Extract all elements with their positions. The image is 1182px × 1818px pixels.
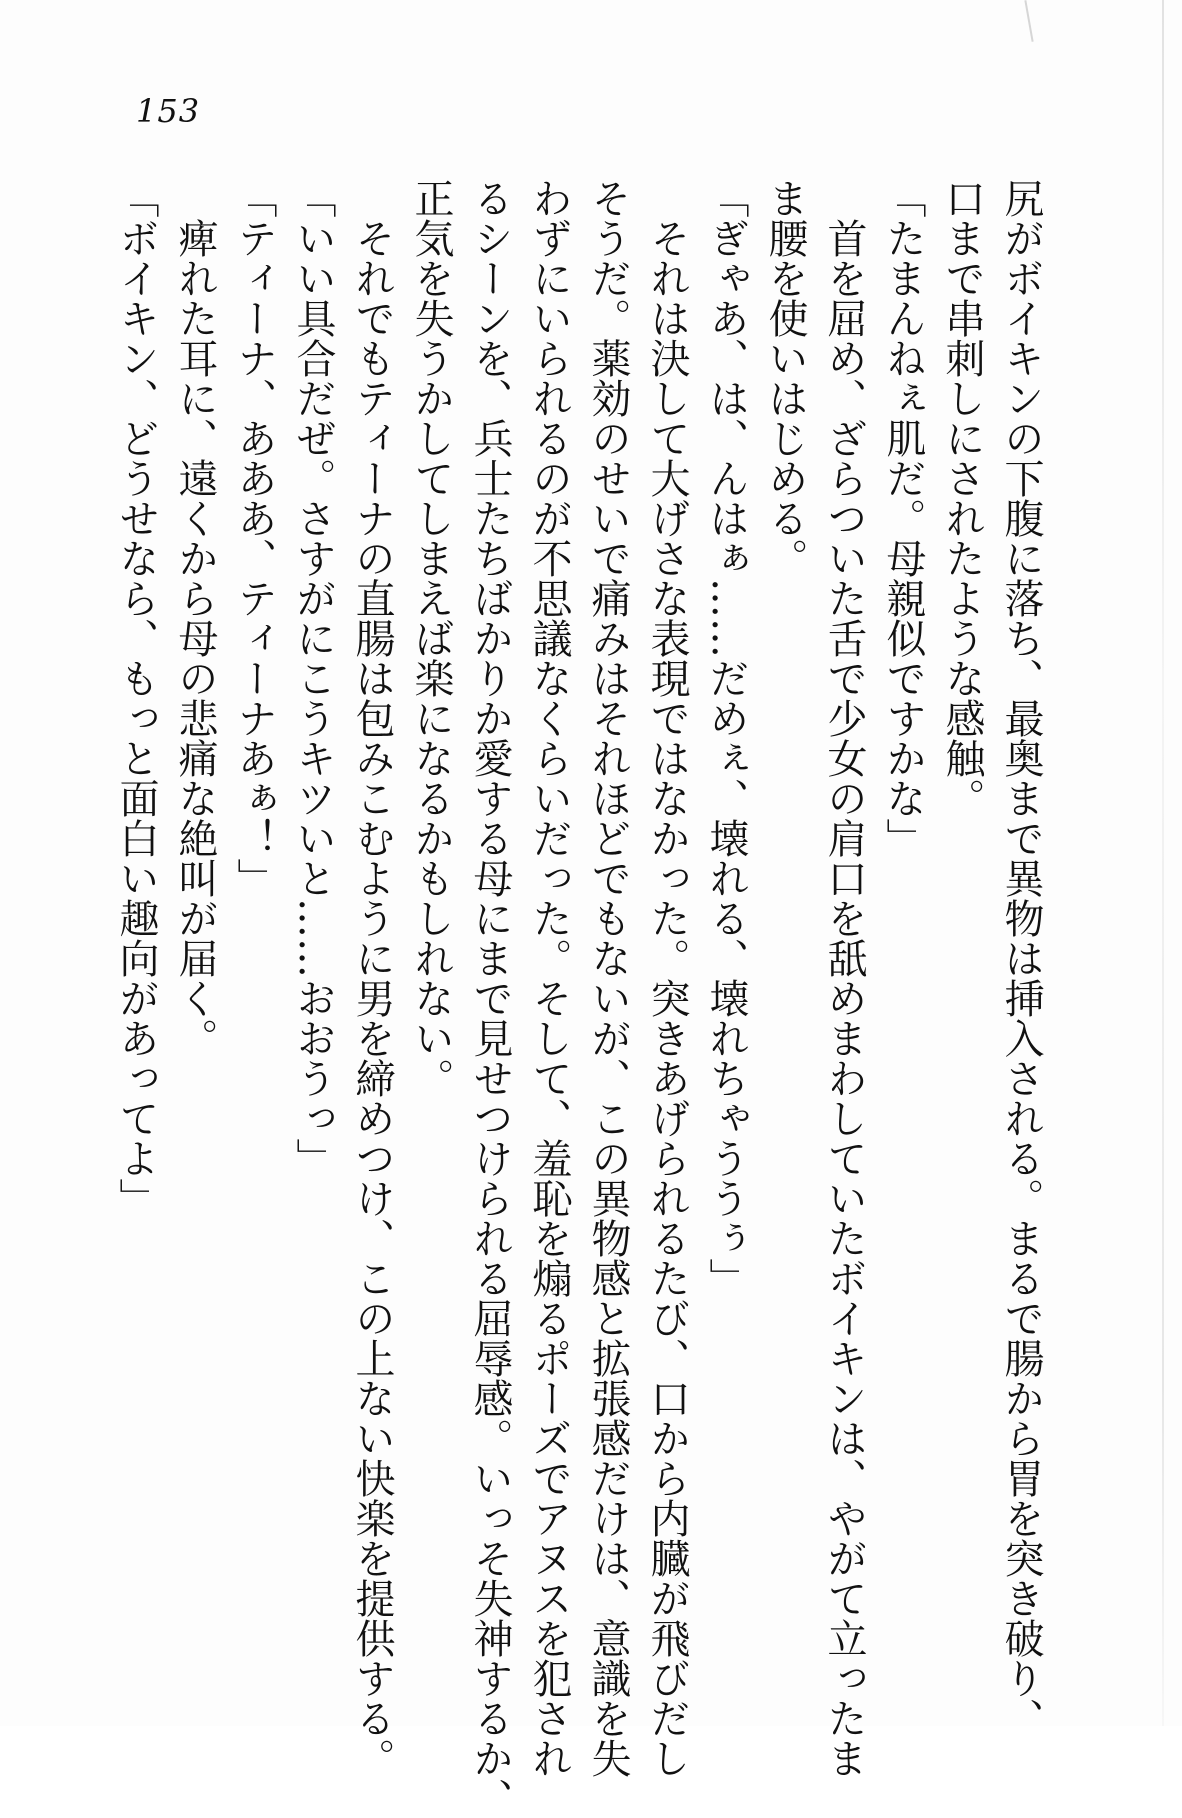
text-line: るシーンを、兵士たちばかりか愛する母にまで見せつけられる屈辱感。いっそ失神するか、: [467, 178, 513, 1818]
text-line: わずにいられるのが不思議なくらいだった。そして、羞恥を煽るポーズでアヌスを犯され: [526, 178, 572, 1778]
text-line: 正気を失うかしてしまえば楽になるかもしれない。: [408, 178, 454, 1098]
text-line: 「ぎゃあ、は、んはぁ……だめぇ、壊れる、壊れちゃううぅ」: [703, 178, 749, 1298]
scan-dust-mark: [1024, 0, 1033, 42]
text-line: 「ボイキン、どうせなら、もっと面白い趣向があってよ」: [113, 178, 159, 1218]
text-line: 口まで串刺しにされたような感触。: [939, 178, 985, 818]
page-number: 153: [136, 92, 201, 130]
scan-edge-shadow: [1162, 0, 1164, 1726]
text-line: 尻がボイキンの下腹に落ち、最奥まで異物は挿入される。まるで腸から胃を突き破り、: [998, 178, 1044, 1738]
text-line: 首を屈め、ざらついた舌で少女の肩口を舐めまわしていたボイキンは、やがて立ったま: [821, 178, 867, 1778]
text-line: 「ティーナ、あああ、ティーナあぁ！」: [231, 178, 277, 898]
text-line: それは決して大げさな表現ではなかった。突きあげられるたび、口から内臓が飛びだし: [644, 178, 690, 1778]
text-line: 痺れた耳に、遠くから母の悲痛な絶叫が届く。: [172, 178, 218, 1058]
vertical-text-body: [113, 178, 1050, 1818]
text-line: ま腰を使いはじめる。: [762, 178, 808, 578]
text-line: そうだ。薬効のせいで痛みはそれほどでもないが、この異物感と拡張感だけは、意識を失: [585, 178, 631, 1778]
text-line: 「たまんねぇ肌だ。母親似ですかな」: [880, 178, 926, 858]
text-line: 「いい具合だぜ。さすがにこうキツいと……おおうっ」: [290, 178, 336, 1178]
text-line: それでもティーナの直腸は包みこむように男を締めつけ、この上ない快楽を提供する。: [349, 178, 395, 1778]
